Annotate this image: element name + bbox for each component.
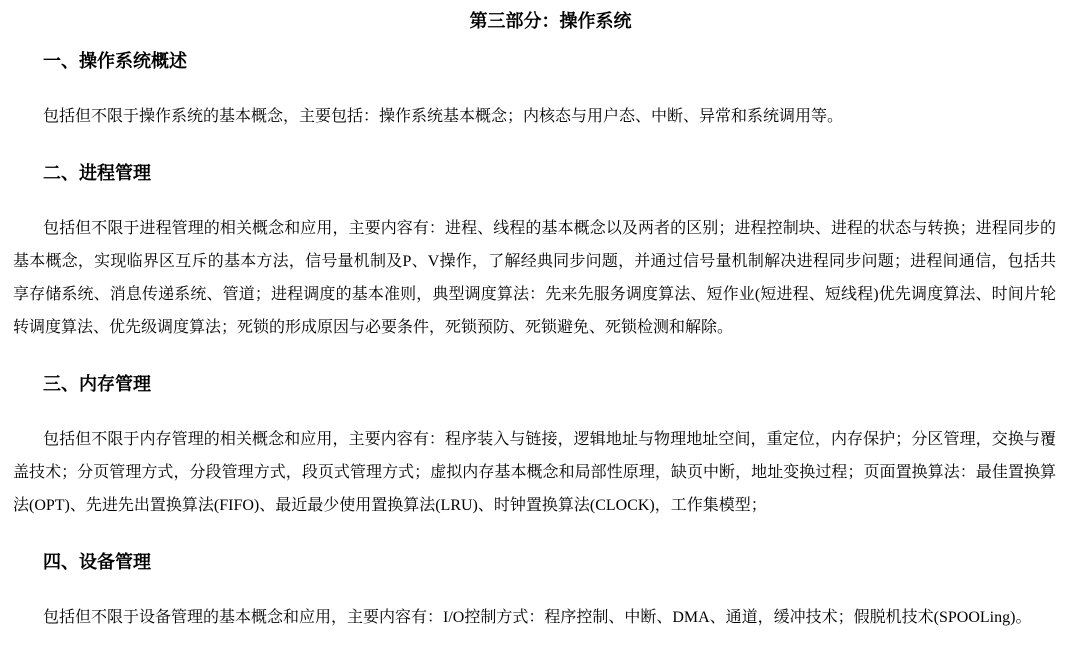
- document-title: 第三部分：操作系统: [469, 11, 632, 31]
- section-heading-memory-management: 三、内存管理: [43, 374, 151, 394]
- section-heading-process-management: 二、进程管理: [43, 163, 151, 183]
- section-memory-management: [13, 368, 1056, 522]
- section-paragraph-process-management: 包括但不限于进程管理的相关概念和应用，主要内容有：进程、线程的基本概念以及两者的区别；进程控制块、进程的状态与转换；进程同步的基本概念，实现临界区互斥的基本方法，信号量机制及P、V操作，了解经典同步问题，并通过信号量机制解决进程同步问题；进程间通信，包括共享存储系统、消息传递系统、管道；进程调度的基本准则，典型调度算法：先来先服务调度算法、短作业(短进程、短线程)优先调度算法、时间片轮转调度算法、优先级调度算法；死锁的形成原因与必要条件，死锁预防、死锁避免、死锁检测和解除。: [13, 220, 1056, 336]
- section-device-management: [13, 546, 1056, 634]
- section-heading-os-overview: 一、操作系统概述: [43, 51, 187, 71]
- section-os-overview: [13, 45, 1056, 133]
- section-process-management: [13, 157, 1056, 344]
- section-paragraph-memory-management: 包括但不限于内存管理的相关概念和应用，主要内容有：程序装入与链接，逻辑地址与物理地址空间，重定位，内存保护；分区管理，交换与覆盖技术；分页管理方式，分段管理方式，段页式管理方式；虚拟内存基本概念和局部性原理，缺页中断，地址变换过程；页面置换算法：最佳置换算法(OPT)、先进先出置换算法(FIFO)、最近最少使用置换算法(LRU)、时钟置换算法(CLOCK)，工作集模型；: [13, 431, 1056, 514]
- section-heading-device-management: 四、设备管理: [43, 552, 151, 572]
- section-paragraph-os-overview: 包括但不限于操作系统的基本概念，主要包括：操作系统基本概念；内核态与用户态、中断、异常和系统调用等。: [43, 108, 844, 125]
- section-paragraph-device-management: 包括但不限于设备管理的基本概念和应用，主要内容有：I/O控制方式：程序控制、中断、DMA、通道，缓冲技术；假脱机技术(SPOOLing)。: [43, 609, 1032, 626]
